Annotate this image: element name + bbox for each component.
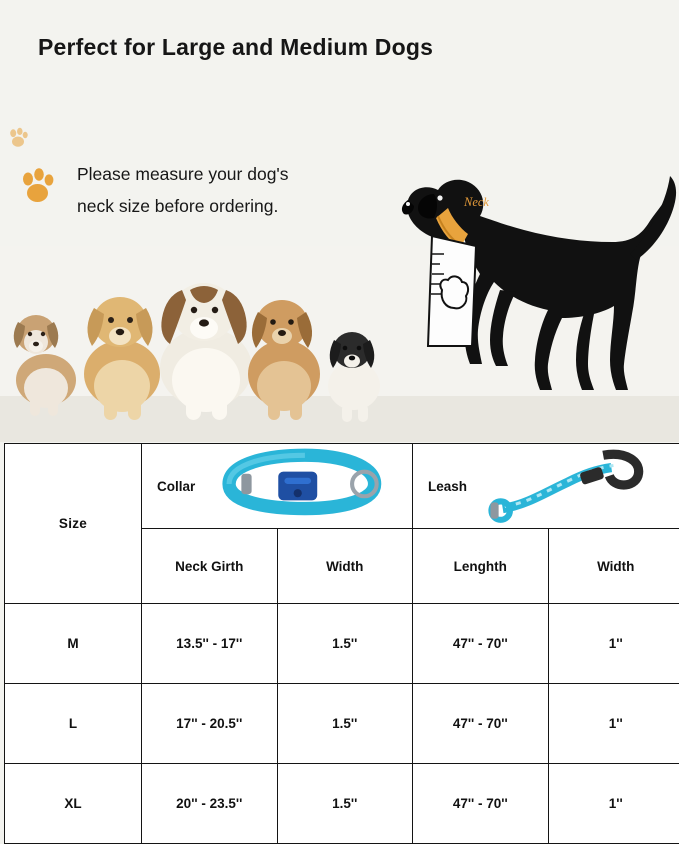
- cell-xl-collar-width: 1.5'': [277, 764, 413, 844]
- cell-l-leash-width: 1'': [548, 684, 679, 764]
- cell-l-neck-girth: 17'' - 20.5'': [142, 684, 278, 764]
- measure-note-line-2: neck size before ordering.: [77, 190, 377, 222]
- row-size-m: M: [5, 604, 142, 684]
- paw-icon: [18, 166, 58, 206]
- cell-m-leash-length: 47'' - 70'': [413, 604, 549, 684]
- row-size-l: L: [5, 684, 142, 764]
- cell-l-leash-length: 47'' - 70'': [413, 684, 549, 764]
- cell-m-leash-width: 1'': [548, 604, 679, 684]
- blue-collar-image: [195, 445, 411, 527]
- column-header-leash-length: Lenghth: [413, 529, 549, 604]
- size-table: [4, 443, 679, 844]
- table-row: [5, 604, 679, 684]
- measure-note: [77, 158, 377, 222]
- blue-leash-image: [467, 445, 679, 527]
- neck-label: Neck: [464, 195, 489, 210]
- table-group-header-row: [5, 444, 679, 529]
- paw-icon: [6, 126, 30, 150]
- table-row: [5, 684, 679, 764]
- leash-group-header: [413, 444, 679, 529]
- page-title: Perfect for Large and Medium Dogs: [38, 34, 433, 61]
- size-header-cell: Size: [5, 444, 142, 604]
- column-header-collar-width: Width: [277, 529, 413, 604]
- table-row: [5, 764, 679, 844]
- leash-group-label: Leash: [428, 479, 467, 494]
- column-header-leash-width: Width: [548, 529, 679, 604]
- row-size-xl: XL: [5, 764, 142, 844]
- cell-m-neck-girth: 13.5'' - 17'': [142, 604, 278, 684]
- cell-xl-leash-length: 47'' - 70'': [413, 764, 549, 844]
- size-table-wrapper: [4, 443, 675, 827]
- cell-xl-leash-width: 1'': [548, 764, 679, 844]
- cell-m-collar-width: 1.5'': [277, 604, 413, 684]
- collar-group-header: [142, 444, 413, 529]
- cell-xl-neck-girth: 20'' - 23.5'': [142, 764, 278, 844]
- column-header-neck-girth: Neck Girth: [142, 529, 278, 604]
- black-lab-illustration: [368, 150, 679, 440]
- cell-l-collar-width: 1.5'': [277, 684, 413, 764]
- collar-group-label: Collar: [157, 479, 195, 494]
- measure-note-line-1: Please measure your dog's: [77, 158, 377, 190]
